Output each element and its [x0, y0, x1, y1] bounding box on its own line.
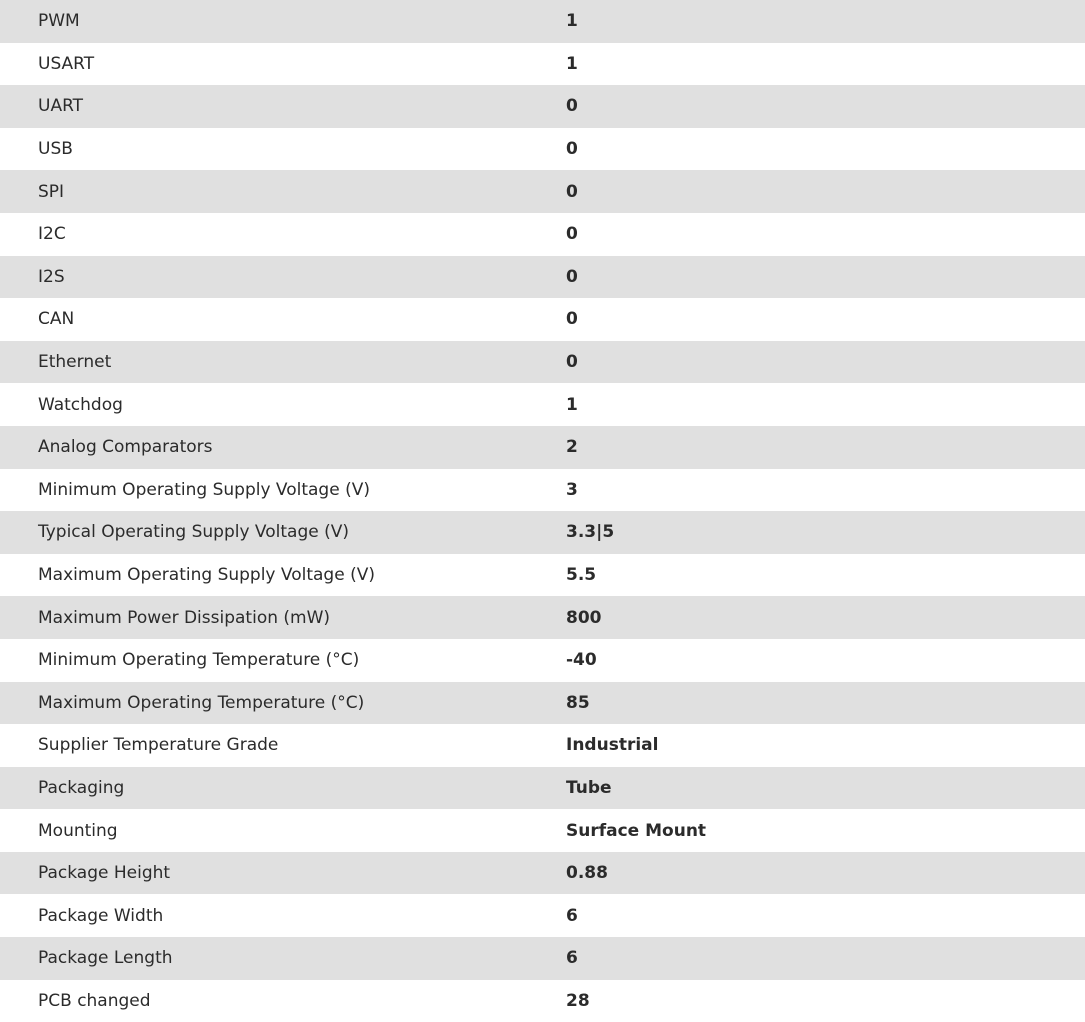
spec-label: USART [38, 53, 95, 74]
spec-value: 0.88 [566, 863, 608, 884]
spec-row [0, 170, 1085, 213]
spec-row [0, 809, 1085, 852]
spec-label: Maximum Operating Supply Voltage (V) [38, 565, 375, 586]
spec-label: PWM [38, 11, 80, 32]
spec-label: Package Width [38, 905, 164, 926]
spec-label: Watchdog [38, 394, 123, 415]
spec-row [0, 128, 1085, 171]
spec-label: CAN [38, 309, 75, 330]
spec-label: SPI [38, 181, 65, 202]
spec-value: 0 [566, 96, 578, 117]
spec-value: 85 [566, 692, 590, 713]
spec-label: Maximum Operating Temperature (°C) [38, 692, 365, 713]
spec-value: 6 [566, 905, 578, 926]
spec-row [0, 298, 1085, 341]
spec-row [0, 639, 1085, 682]
spec-value: Industrial [566, 735, 659, 756]
spec-value: 2 [566, 437, 578, 458]
spec-value: 800 [566, 607, 602, 628]
spec-row [0, 85, 1085, 128]
spec-row [0, 980, 1085, 1022]
spec-label: PCB changed [38, 990, 151, 1011]
spec-row [0, 469, 1085, 512]
spec-row [0, 852, 1085, 895]
spec-value: 0 [566, 224, 578, 245]
spec-value: -40 [566, 650, 597, 671]
spec-value: 0 [566, 266, 578, 287]
spec-row [0, 894, 1085, 937]
spec-label: I2C [38, 224, 66, 245]
spec-value: 3 [566, 479, 578, 500]
spec-row [0, 682, 1085, 725]
spec-label: Mounting [38, 820, 118, 841]
spec-row [0, 596, 1085, 639]
spec-value: 5.5 [566, 565, 597, 586]
spec-label: Package Height [38, 863, 171, 884]
spec-value: 28 [566, 990, 590, 1011]
spec-row [0, 937, 1085, 980]
spec-value: 1 [566, 394, 578, 415]
spec-label: USB [38, 139, 73, 160]
spec-row [0, 554, 1085, 597]
spec-label: UART [38, 96, 84, 117]
spec-row [0, 511, 1085, 554]
spec-label: Typical Operating Supply Voltage (V) [38, 522, 349, 543]
spec-row [0, 256, 1085, 299]
spec-row [0, 426, 1085, 469]
spec-row [0, 383, 1085, 426]
spec-value: 6 [566, 948, 578, 969]
spec-label: Package Length [38, 948, 173, 969]
spec-label: Supplier Temperature Grade [38, 735, 279, 756]
spec-value: Tube [566, 777, 612, 798]
spec-row [0, 767, 1085, 810]
spec-value: 1 [566, 11, 578, 32]
spec-row [0, 43, 1085, 86]
spec-row [0, 341, 1085, 384]
spec-label: Minimum Operating Supply Voltage (V) [38, 479, 370, 500]
spec-label: I2S [38, 266, 65, 287]
spec-label: Ethernet [38, 352, 112, 373]
spec-row [0, 724, 1085, 767]
spec-value: 0 [566, 309, 578, 330]
spec-value: 3.3|5 [566, 522, 615, 543]
spec-value: 1 [566, 53, 578, 74]
spec-label: Minimum Operating Temperature (°C) [38, 650, 360, 671]
spec-label: Analog Comparators [38, 437, 213, 458]
spec-row [0, 213, 1085, 256]
spec-label: Packaging [38, 777, 125, 798]
spec-value: 0 [566, 139, 578, 160]
spec-value: 0 [566, 181, 578, 202]
spec-label: Maximum Power Dissipation (mW) [38, 607, 331, 628]
spec-row [0, 0, 1085, 43]
spec-value: 0 [566, 352, 578, 373]
spec-value: Surface Mount [566, 820, 707, 841]
